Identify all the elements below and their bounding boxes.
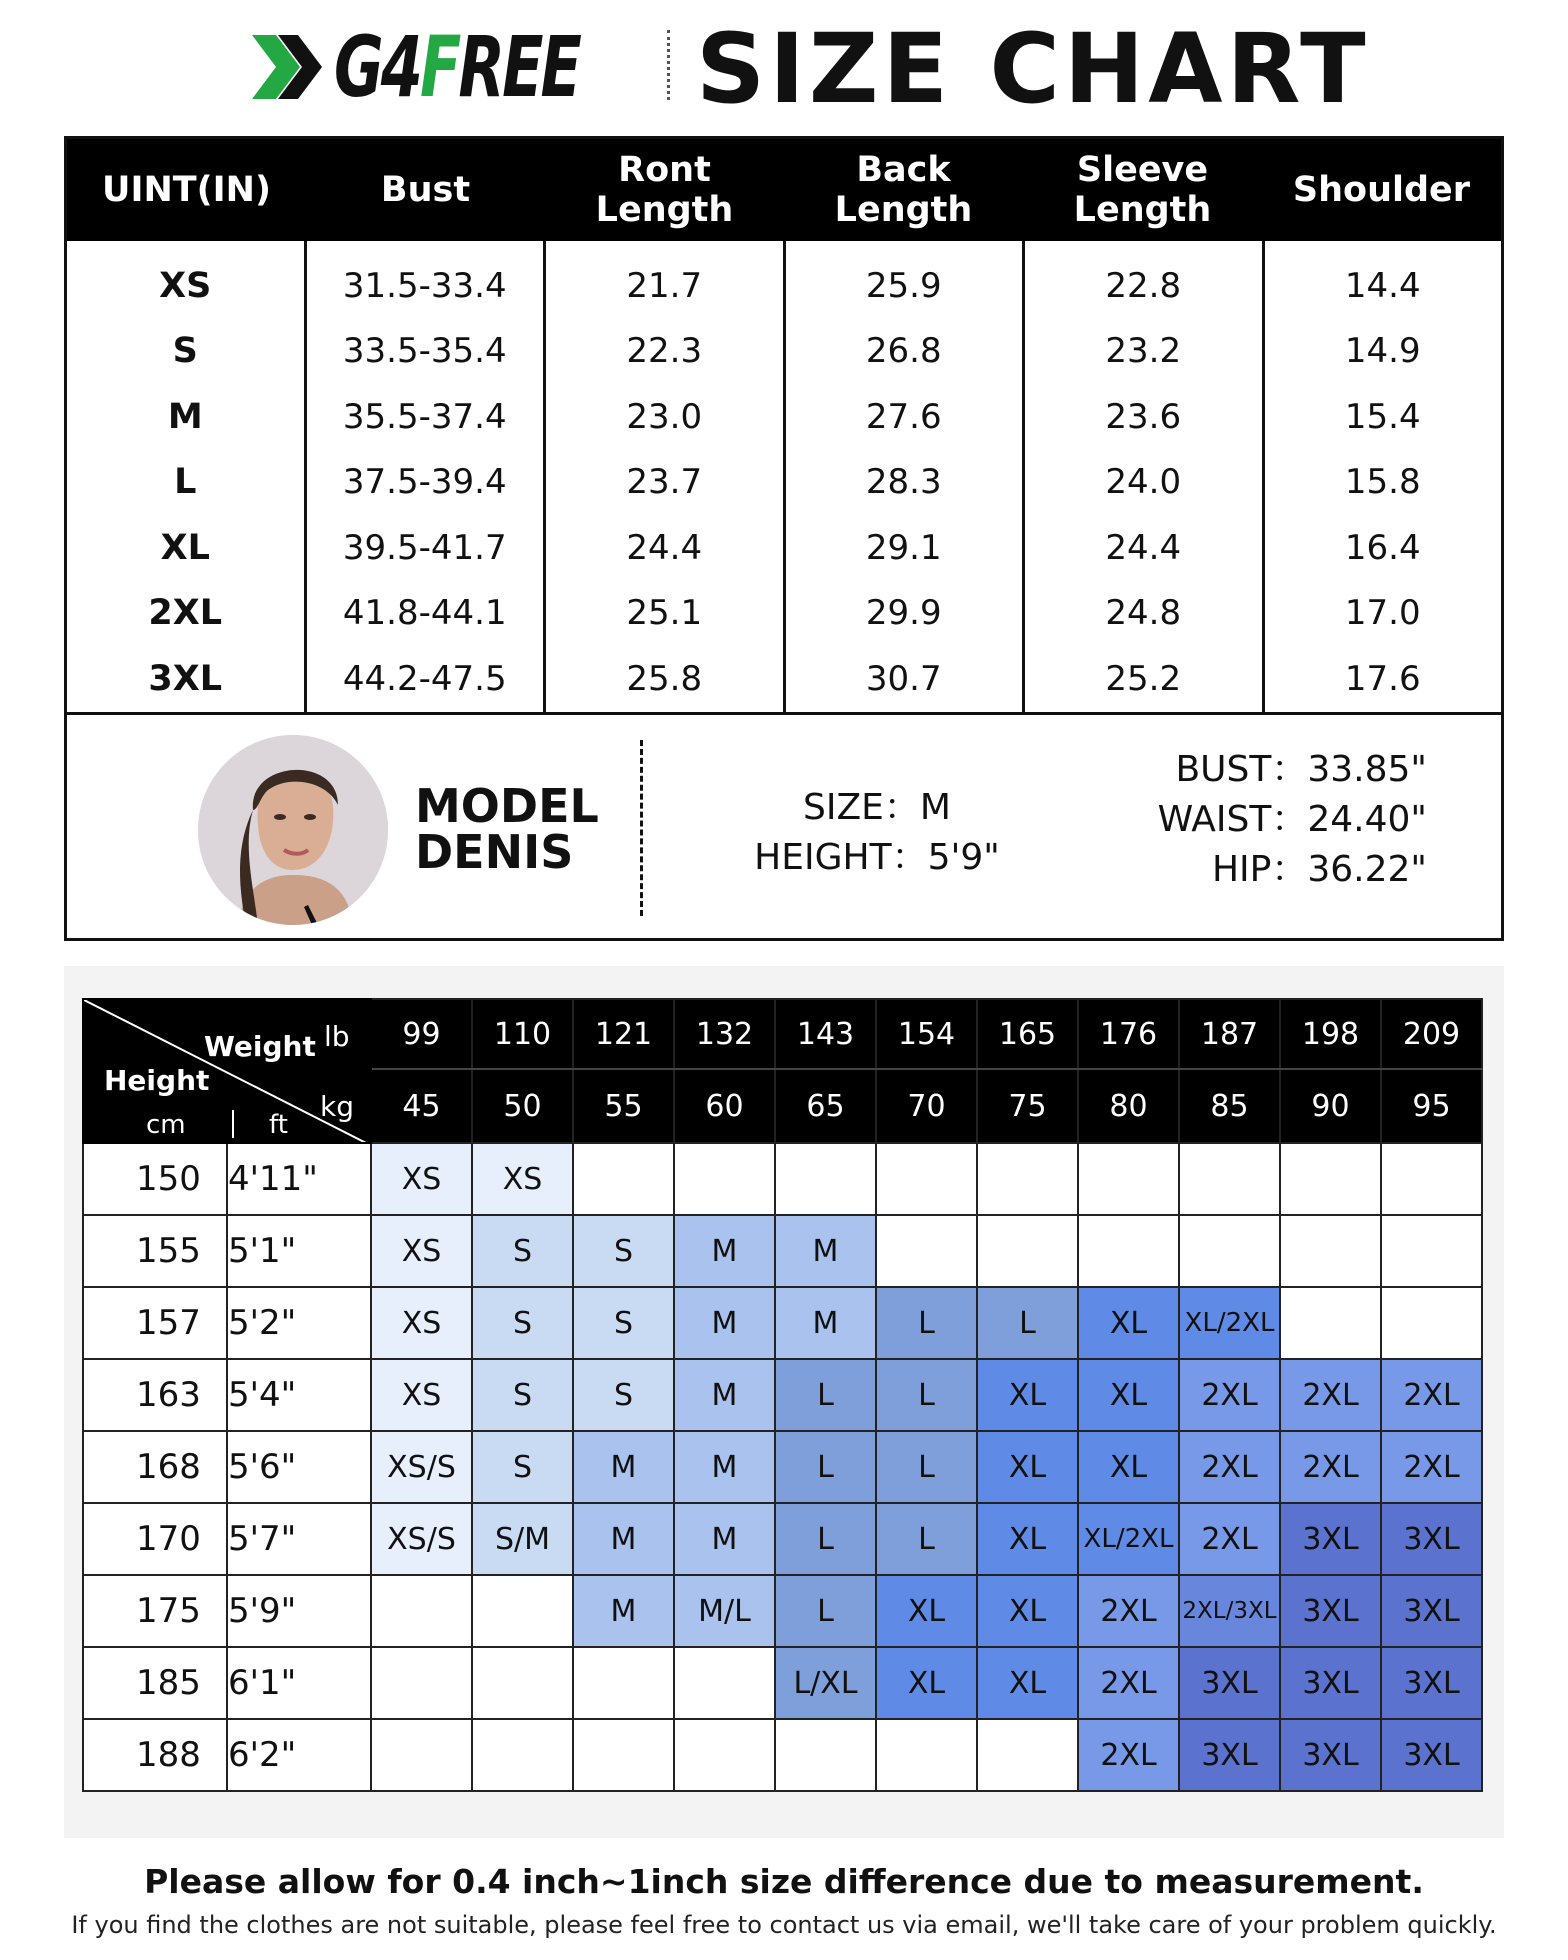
size-value: 14.9 — [1344, 331, 1421, 372]
lb-value: 187 — [1179, 999, 1280, 1069]
recommended-size-cell: XS — [371, 1143, 472, 1215]
size-value: 29.1 — [865, 527, 942, 568]
recommended-size-cell — [775, 1143, 876, 1215]
size-value: 15.8 — [1344, 462, 1421, 503]
model-hip: HIP：36.22" — [1211, 849, 1427, 890]
recommended-size-cell — [977, 1143, 1078, 1215]
recommended-size-cell: XL — [977, 1359, 1078, 1431]
recommended-size-cell: XL/2XL — [1078, 1503, 1179, 1575]
recommended-size-cell: S — [472, 1287, 573, 1359]
height-cm: 175 — [83, 1575, 227, 1647]
size-value: 26.8 — [865, 331, 942, 372]
header — [0, 0, 1568, 130]
recommended-size-cell — [472, 1575, 573, 1647]
recommended-size-cell: M — [573, 1503, 674, 1575]
recommended-size-cell: XL — [1078, 1287, 1179, 1359]
recommended-size-cell — [876, 1215, 977, 1287]
model-size-height — [727, 783, 1027, 883]
recommended-size-cell: 3XL — [1179, 1719, 1280, 1791]
model-name — [415, 779, 599, 879]
size-value: 17.0 — [1344, 593, 1421, 634]
kg-label: kg — [320, 1090, 354, 1123]
recommended-size-cell — [1078, 1215, 1179, 1287]
recommended-size-cell — [371, 1647, 472, 1719]
size-value: 23.0 — [626, 396, 703, 437]
recommended-size-cell: 2XL — [1078, 1647, 1179, 1719]
size-label: L — [174, 462, 197, 503]
size-value: 25.1 — [626, 593, 703, 634]
height-row — [83, 1719, 1482, 1791]
size-value: 25.8 — [626, 658, 703, 699]
recommended-size-cell: XL — [977, 1647, 1078, 1719]
recommended-size-cell: 3XL — [1381, 1647, 1482, 1719]
recommended-size-cell: XL — [876, 1575, 977, 1647]
recommended-size-cell: 2XL — [1179, 1359, 1280, 1431]
size-column — [304, 241, 544, 712]
recommended-size-cell: L — [775, 1503, 876, 1575]
recommended-size-cell: S — [472, 1215, 573, 1287]
recommended-size-cell — [371, 1719, 472, 1791]
model-waist: WAIST：24.40" — [1157, 799, 1427, 840]
kg-value: 50 — [472, 1069, 573, 1143]
size-value: 28.3 — [865, 462, 942, 503]
brand-logo — [248, 18, 674, 116]
recommended-size-cell: S — [573, 1215, 674, 1287]
size-col-header: Bust — [380, 170, 471, 210]
recommended-size-cell — [1381, 1143, 1482, 1215]
brand-name: G4FREE — [334, 18, 579, 116]
kg-value: 80 — [1078, 1069, 1179, 1143]
contact-note: If you find the clothes are not suitable, please feel free to contact us via email, we'll take care of your problem quickly. — [71, 1911, 1497, 1939]
recommended-size-cell — [1280, 1287, 1381, 1359]
model-info — [67, 712, 1501, 941]
size-value: 22.3 — [626, 331, 703, 372]
height-cm: 168 — [83, 1431, 227, 1503]
size-value: 24.0 — [1105, 462, 1182, 503]
chart-corner-header — [83, 999, 371, 1143]
header-divider — [667, 30, 670, 100]
size-value: 23.7 — [626, 462, 703, 503]
size-label: XL — [160, 527, 210, 568]
recommended-size-cell: 2XL — [1381, 1359, 1482, 1431]
model-divider — [640, 740, 643, 916]
recommended-size-cell: L — [977, 1287, 1078, 1359]
kg-value: 65 — [775, 1069, 876, 1143]
recommended-size-cell — [1179, 1215, 1280, 1287]
recommended-size-cell: M — [674, 1503, 775, 1575]
lb-value: 121 — [573, 999, 674, 1069]
recommended-size-cell — [977, 1215, 1078, 1287]
recommended-size-cell: 2XL — [1381, 1431, 1482, 1503]
lb-value: 209 — [1381, 999, 1482, 1069]
recommended-size-cell: M — [573, 1575, 674, 1647]
model-name-line1: MODEL — [415, 779, 599, 833]
size-value: 44.2-47.5 — [342, 658, 507, 699]
recommended-size-cell: XL — [1078, 1431, 1179, 1503]
lb-value: 99 — [371, 999, 472, 1069]
weight-label: Weight — [204, 1030, 316, 1063]
size-col-header: Shoulder — [1292, 170, 1471, 210]
size-label: M — [167, 396, 203, 437]
height-cm: 157 — [83, 1287, 227, 1359]
size-value: 25.2 — [1105, 658, 1182, 699]
recommended-size-cell — [674, 1143, 775, 1215]
lb-value: 110 — [472, 999, 573, 1069]
lb-value: 165 — [977, 999, 1078, 1069]
recommended-size-cell — [1078, 1143, 1179, 1215]
height-row — [83, 1215, 1482, 1287]
recommended-size-cell: M — [775, 1215, 876, 1287]
size-label: XS — [159, 265, 212, 306]
unit-divider — [232, 1110, 234, 1138]
size-column — [67, 241, 304, 712]
measurement-note: Please allow for 0.4 inch~1inch size difference due to measurement. — [144, 1862, 1424, 1901]
height-row — [83, 1431, 1482, 1503]
recommended-size-cell: 2XL — [1280, 1431, 1381, 1503]
brand-chevron-icon — [248, 27, 328, 107]
height-ft: 5'2" — [227, 1287, 371, 1359]
height-label: Height — [104, 1064, 210, 1097]
size-value: 27.6 — [865, 396, 942, 437]
size-value: 31.5-33.4 — [342, 265, 507, 306]
height-weight-chart — [82, 998, 1483, 1792]
kg-value: 55 — [573, 1069, 674, 1143]
size-value: 29.9 — [865, 593, 942, 634]
height-row — [83, 1143, 1482, 1215]
height-row — [83, 1647, 1482, 1719]
recommended-size-cell: M — [674, 1431, 775, 1503]
page-title: SIZE CHART — [696, 13, 1370, 125]
size-label: S — [172, 331, 198, 372]
kg-value: 60 — [674, 1069, 775, 1143]
recommended-size-cell: 3XL — [1381, 1575, 1482, 1647]
recommended-size-cell — [472, 1719, 573, 1791]
size-value: 24.4 — [1105, 527, 1182, 568]
recommended-size-cell: XL/2XL — [1179, 1287, 1280, 1359]
recommended-size-cell: 3XL — [1381, 1719, 1482, 1791]
recommended-size-cell — [573, 1719, 674, 1791]
model-bust: BUST：33.85" — [1175, 749, 1427, 790]
recommended-size-cell: 2XL — [1179, 1431, 1280, 1503]
recommended-size-cell: XL — [977, 1431, 1078, 1503]
height-row — [83, 1359, 1482, 1431]
lb-value: 132 — [674, 999, 775, 1069]
recommended-size-cell: XS — [371, 1359, 472, 1431]
size-value: 17.6 — [1344, 658, 1421, 699]
size-table-header — [67, 139, 1501, 241]
height-cm: 188 — [83, 1719, 227, 1791]
height-row — [83, 1287, 1482, 1359]
recommended-size-cell — [1381, 1287, 1482, 1359]
recommended-size-cell — [1179, 1143, 1280, 1215]
recommended-size-cell: XS — [371, 1215, 472, 1287]
recommended-size-cell: 2XL/3XL — [1179, 1575, 1280, 1647]
recommended-size-cell: XS/S — [371, 1503, 472, 1575]
size-value: 24.8 — [1105, 593, 1182, 634]
recommended-size-cell: XL — [977, 1575, 1078, 1647]
recommended-size-cell: XS — [371, 1287, 472, 1359]
recommended-size-cell: S — [573, 1359, 674, 1431]
recommended-size-cell: 3XL — [1280, 1719, 1381, 1791]
recommended-size-cell: M — [674, 1287, 775, 1359]
size-value: 14.4 — [1344, 265, 1421, 306]
size-value: 22.8 — [1105, 265, 1182, 306]
recommended-size-cell: M/L — [674, 1575, 775, 1647]
recommended-size-cell: L — [876, 1359, 977, 1431]
size-col-header: Sleeve Length — [1073, 150, 1212, 230]
recommended-size-cell: M — [674, 1359, 775, 1431]
height-cm: 150 — [83, 1143, 227, 1215]
size-value: 41.8-44.1 — [342, 593, 507, 634]
recommended-size-cell — [573, 1143, 674, 1215]
height-ft: 5'9" — [227, 1575, 371, 1647]
recommended-size-cell: 3XL — [1280, 1575, 1381, 1647]
recommended-size-cell: 2XL — [1078, 1575, 1179, 1647]
size-value: 37.5-39.4 — [342, 462, 507, 503]
height-cm: 163 — [83, 1359, 227, 1431]
recommended-size-cell: XS — [472, 1143, 573, 1215]
recommended-size-cell — [977, 1719, 1078, 1791]
lb-value: 198 — [1280, 999, 1381, 1069]
lb-value: 154 — [876, 999, 977, 1069]
lb-header-row — [83, 999, 1482, 1069]
size-value: 30.7 — [865, 658, 942, 699]
size-column — [1022, 241, 1262, 712]
recommended-size-cell: L/XL — [775, 1647, 876, 1719]
kg-value: 45 — [371, 1069, 472, 1143]
recommended-size-cell — [674, 1719, 775, 1791]
recommended-size-cell: L — [876, 1503, 977, 1575]
recommended-size-cell: 2XL — [1179, 1503, 1280, 1575]
recommended-size-cell — [674, 1647, 775, 1719]
recommended-size-cell: S — [472, 1431, 573, 1503]
cm-label: cm — [146, 1110, 186, 1140]
height-ft: 5'6" — [227, 1431, 371, 1503]
size-value: 23.2 — [1105, 331, 1182, 372]
recommended-size-cell — [1280, 1215, 1381, 1287]
size-value: 16.4 — [1344, 527, 1421, 568]
size-label: 2XL — [148, 593, 223, 634]
height-cm: 185 — [83, 1647, 227, 1719]
size-value: 25.9 — [865, 265, 942, 306]
height-row — [83, 1503, 1482, 1575]
lb-value: 176 — [1078, 999, 1179, 1069]
recommended-size-cell: 3XL — [1179, 1647, 1280, 1719]
recommended-size-cell: 3XL — [1280, 1503, 1381, 1575]
height-cm: 170 — [83, 1503, 227, 1575]
size-value: 24.4 — [626, 527, 703, 568]
size-column — [1262, 241, 1502, 712]
size-value: 15.4 — [1344, 396, 1421, 437]
size-label: 3XL — [148, 658, 223, 699]
recommended-size-cell — [775, 1719, 876, 1791]
model-height: HEIGHT：5'9" — [754, 837, 1000, 878]
height-ft: 5'1" — [227, 1215, 371, 1287]
size-column — [783, 241, 1023, 712]
height-ft: 4'11" — [227, 1143, 371, 1215]
recommended-size-cell: XL — [1078, 1359, 1179, 1431]
recommended-size-cell: L — [775, 1431, 876, 1503]
recommended-size-cell: M — [775, 1287, 876, 1359]
height-row — [83, 1575, 1482, 1647]
height-ft: 6'1" — [227, 1647, 371, 1719]
size-col-header: UINT(IN) — [102, 170, 271, 210]
recommended-size-cell: L — [775, 1359, 876, 1431]
kg-value: 70 — [876, 1069, 977, 1143]
recommended-size-cell: 2XL — [1280, 1359, 1381, 1431]
recommended-size-cell: L — [876, 1431, 977, 1503]
recommended-size-cell: S/M — [472, 1503, 573, 1575]
size-column — [543, 241, 783, 712]
size-value: 21.7 — [626, 265, 703, 306]
recommended-size-cell — [1381, 1215, 1482, 1287]
size-measurement-table — [64, 136, 1504, 941]
recommended-size-cell: 2XL — [1078, 1719, 1179, 1791]
recommended-size-cell: XS/S — [371, 1431, 472, 1503]
recommended-size-cell — [1280, 1143, 1381, 1215]
recommended-size-cell: 3XL — [1280, 1647, 1381, 1719]
lb-value: 143 — [775, 999, 876, 1069]
recommended-size-cell — [876, 1719, 977, 1791]
recommended-size-cell — [472, 1647, 573, 1719]
recommended-size-cell: S — [573, 1287, 674, 1359]
height-ft: 6'2" — [227, 1719, 371, 1791]
size-col-header: Back Length — [834, 150, 973, 230]
recommended-size-cell: M — [674, 1215, 775, 1287]
kg-value: 85 — [1179, 1069, 1280, 1143]
height-cm: 155 — [83, 1215, 227, 1287]
recommended-size-cell — [876, 1143, 977, 1215]
model-name-line2: DENIS — [415, 825, 574, 879]
size-value: 35.5-37.4 — [342, 396, 507, 437]
recommended-size-cell: S — [472, 1359, 573, 1431]
kg-value: 90 — [1280, 1069, 1381, 1143]
size-value: 23.6 — [1105, 396, 1182, 437]
recommended-size-cell: L — [775, 1575, 876, 1647]
recommended-size-cell: M — [573, 1431, 674, 1503]
ft-label: ft — [269, 1110, 288, 1140]
height-ft: 5'4" — [227, 1359, 371, 1431]
size-value: 39.5-41.7 — [342, 527, 507, 568]
recommended-size-cell: XL — [977, 1503, 1078, 1575]
model-size: SIZE：M — [803, 787, 951, 828]
size-value: 33.5-35.4 — [342, 331, 507, 372]
size-col-header: Ront Length — [595, 150, 734, 230]
height-ft: 5'7" — [227, 1503, 371, 1575]
recommended-size-cell — [371, 1575, 472, 1647]
kg-value: 75 — [977, 1069, 1078, 1143]
recommended-size-cell: 3XL — [1381, 1503, 1482, 1575]
recommended-size-cell: L — [876, 1287, 977, 1359]
model-avatar — [198, 735, 388, 925]
kg-value: 95 — [1381, 1069, 1482, 1143]
recommended-size-cell — [573, 1647, 674, 1719]
lb-label: lb — [324, 1020, 350, 1053]
recommended-size-cell: XL — [876, 1647, 977, 1719]
size-table-body — [67, 241, 1501, 712]
model-measurements — [1077, 745, 1427, 895]
